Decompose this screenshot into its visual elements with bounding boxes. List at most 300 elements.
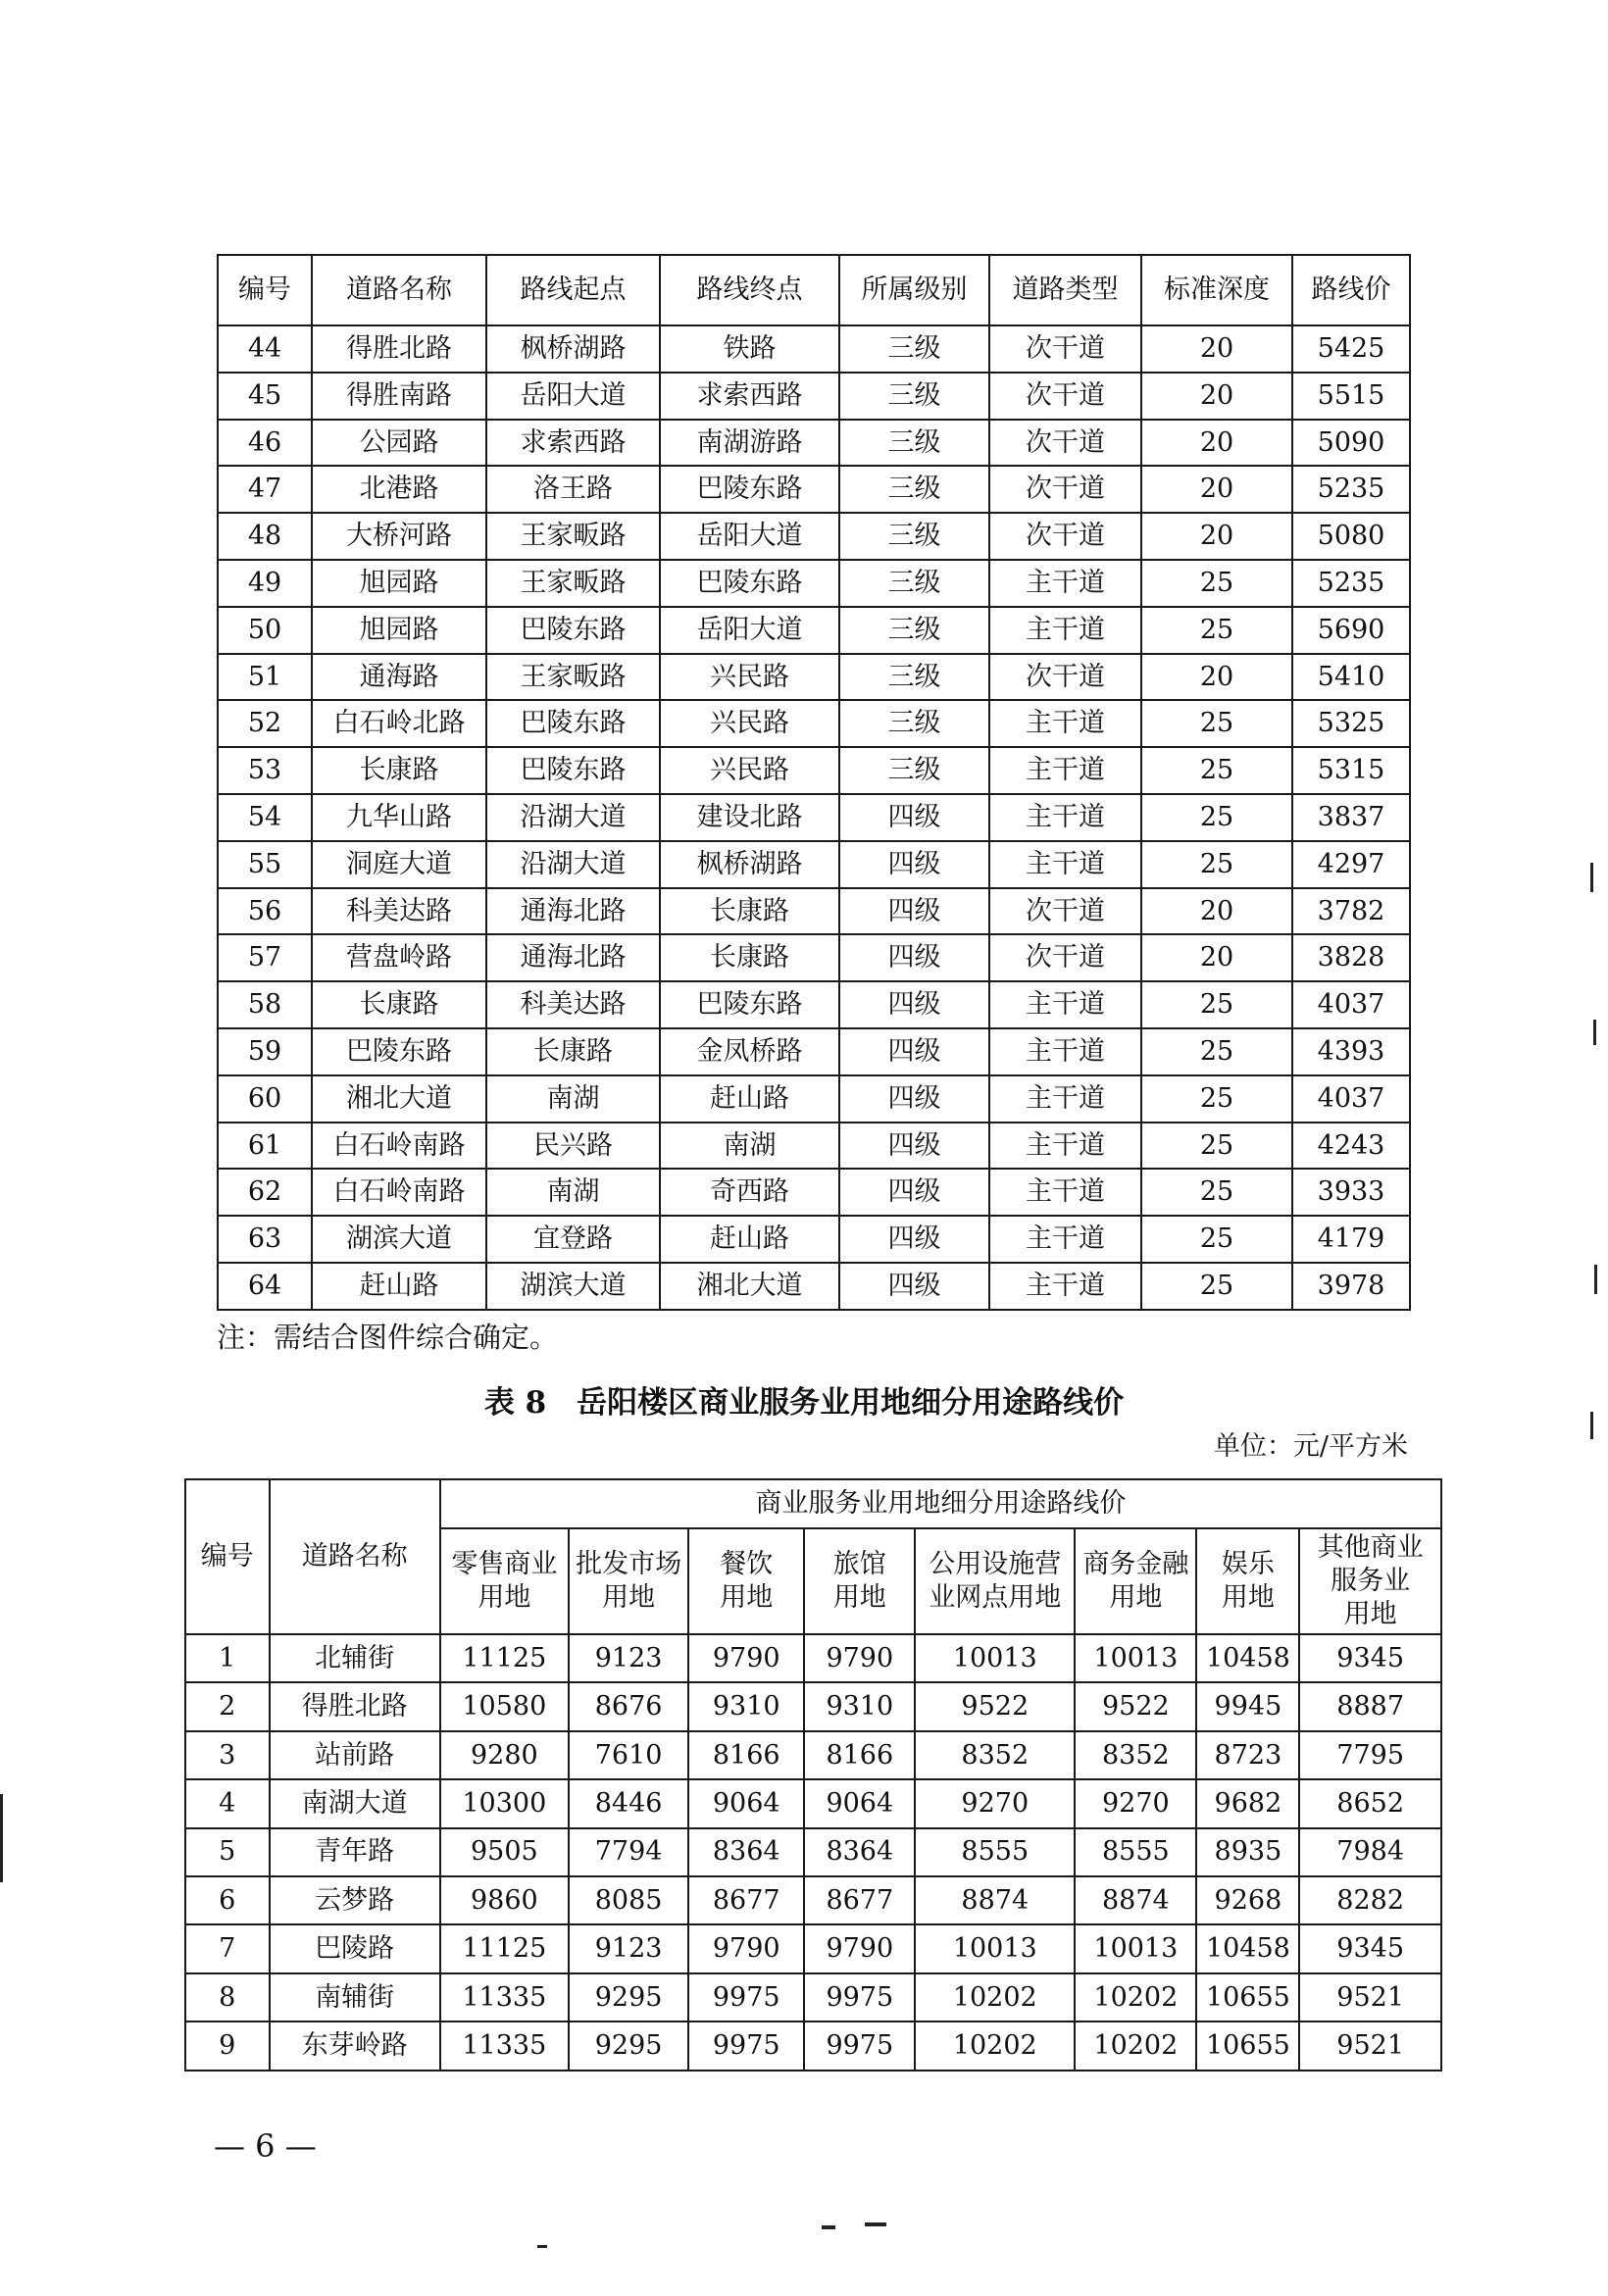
table-row (218, 1169, 1410, 1216)
table-cell: 8364 (804, 1828, 915, 1876)
table-cell: 旭园路 (312, 607, 486, 654)
table-cell: 9280 (440, 1731, 569, 1779)
table-row (218, 325, 1410, 373)
table-cell: 9522 (915, 1682, 1075, 1730)
table-cell: 赶山路 (660, 1075, 839, 1123)
table-cell: 赶山路 (660, 1216, 839, 1263)
table-cell: 9975 (688, 1973, 804, 2021)
table-cell: 7610 (569, 1731, 688, 1779)
table-cell: 主干道 (989, 1075, 1141, 1123)
table-cell: 60 (218, 1075, 312, 1123)
table-row (185, 1828, 1441, 1876)
table-cell: 王家畈路 (486, 560, 660, 607)
table-cell: 8935 (1196, 1828, 1299, 1876)
table-cell: 次干道 (989, 934, 1141, 981)
table-cell: 10013 (915, 1634, 1075, 1682)
table-cell: 王家畈路 (486, 513, 660, 560)
table-cell: 61 (218, 1123, 312, 1170)
table-cell: 7 (185, 1924, 270, 1972)
table-cell: 四级 (839, 1216, 989, 1263)
sub-header-line: 用地 (1343, 1598, 1397, 1629)
table-cell: 25 (1141, 841, 1292, 888)
table-cell: 主干道 (989, 607, 1141, 654)
table-cell: 63 (218, 1216, 312, 1263)
table-cell: 9064 (688, 1779, 804, 1827)
table-cell: 53 (218, 747, 312, 794)
table-cell: 站前路 (270, 1731, 440, 1779)
sub-header-line: 其他商业 (1317, 1532, 1424, 1564)
table-cell: 25 (1141, 1263, 1292, 1310)
table-row (185, 1634, 1441, 1682)
table-cell: 科美达路 (312, 888, 486, 935)
table-cell: 5315 (1292, 747, 1410, 794)
table-cell: 25 (1141, 1028, 1292, 1075)
commercial-price-table (184, 1478, 1442, 2071)
table-cell: 10202 (1075, 2021, 1196, 2070)
table-cell: 8874 (915, 1876, 1075, 1924)
table-row (185, 1924, 1441, 1972)
table-cell: 白石岭南路 (312, 1123, 486, 1170)
table-cell: 三级 (839, 513, 989, 560)
table-cell: 长康路 (660, 934, 839, 981)
table-cell: 20 (1141, 325, 1292, 373)
table-cell: 5 (185, 1828, 270, 1876)
table-cell: 10580 (440, 1682, 569, 1730)
table-cell: 九华山路 (312, 794, 486, 841)
table-cell: 民兴路 (486, 1123, 660, 1170)
table-cell: 巴陵东路 (660, 466, 839, 513)
table-cell: 岳阳大道 (660, 607, 839, 654)
table-cell: 10300 (440, 1779, 569, 1827)
table-cell: 10013 (915, 1924, 1075, 1972)
table-row (218, 1123, 1410, 1170)
table-cell: 8085 (569, 1876, 688, 1924)
table-cell: 四级 (839, 1263, 989, 1310)
table-cell: 25 (1141, 1123, 1292, 1170)
table-cell: 10202 (1075, 1973, 1196, 2021)
table-title: 表 8 岳阳楼区商业服务业用地细分用途路线价 (483, 1385, 1125, 1421)
sub-header-line: 用地 (477, 1582, 531, 1613)
table-cell: 主干道 (989, 794, 1141, 841)
header-cell: 路线终点 (660, 255, 839, 325)
table-cell: 9975 (804, 2021, 915, 2070)
table-cell: 四级 (839, 794, 989, 841)
table-row (218, 607, 1410, 654)
table-cell: 次干道 (989, 420, 1141, 467)
table-cell: 25 (1141, 794, 1292, 841)
table-cell: 湘北大道 (660, 1263, 839, 1310)
table-cell: 三级 (839, 420, 989, 467)
table-cell: 20 (1141, 420, 1292, 467)
table-cell: 7984 (1299, 1828, 1441, 1876)
table-cell: 57 (218, 934, 312, 981)
table-cell: 9975 (804, 1973, 915, 2021)
table-cell: 科美达路 (486, 981, 660, 1028)
table-cell: 长康路 (660, 888, 839, 935)
table-cell: 11335 (440, 1973, 569, 2021)
table-cell: 4297 (1292, 841, 1410, 888)
table-cell: 洛王路 (486, 466, 660, 513)
table-cell: 主干道 (989, 1169, 1141, 1216)
table-row (218, 560, 1410, 607)
table-cell: 三级 (839, 747, 989, 794)
table-cell: 次干道 (989, 654, 1141, 701)
sub-header-line: 旅馆 (832, 1549, 886, 1580)
table-cell: 巴陵东路 (660, 560, 839, 607)
table-cell: 三级 (839, 466, 989, 513)
table-cell: 9123 (569, 1924, 688, 1972)
table-cell: 建设北路 (660, 794, 839, 841)
table-row (218, 654, 1410, 701)
table-cell: 25 (1141, 560, 1292, 607)
table-cell: 主干道 (989, 841, 1141, 888)
sub-header-line: 公用设施营 (929, 1549, 1062, 1580)
table-cell: 长康路 (486, 1028, 660, 1075)
table-cell: 兴民路 (660, 654, 839, 701)
table-cell: 7795 (1299, 1731, 1441, 1779)
table-cell: 10655 (1196, 1973, 1299, 2021)
table-cell: 巴陵路 (270, 1924, 440, 1972)
header-cell: 编号 (218, 255, 312, 325)
header-cell: 道路名称 (312, 255, 486, 325)
table-cell: 25 (1141, 1075, 1292, 1123)
table-cell: 主干道 (989, 560, 1141, 607)
table-cell: 8887 (1299, 1682, 1441, 1730)
table-cell: 20 (1141, 654, 1292, 701)
table-cell: 四级 (839, 888, 989, 935)
sub-header-line: 业网点用地 (929, 1582, 1062, 1613)
sub-header-line: 用地 (1221, 1582, 1275, 1613)
table-cell: 四级 (839, 1123, 989, 1170)
table-cell: 南辅街 (270, 1973, 440, 2021)
table-cell: 56 (218, 888, 312, 935)
table-cell: 9268 (1196, 1876, 1299, 1924)
table-cell: 得胜北路 (312, 325, 486, 373)
table-cell: 4037 (1292, 1075, 1410, 1123)
table-cell: 25 (1141, 981, 1292, 1028)
table-cell: 5235 (1292, 560, 1410, 607)
table-cell: 46 (218, 420, 312, 467)
table-cell: 得胜南路 (312, 373, 486, 420)
table-cell: 8166 (688, 1731, 804, 1779)
table-cell: 奇西路 (660, 1169, 839, 1216)
table-cell: 巴陵东路 (486, 607, 660, 654)
table-row (218, 841, 1410, 888)
table-cell: 东芽岭路 (270, 2021, 440, 2070)
table-cell: 54 (218, 794, 312, 841)
table-row (185, 1876, 1441, 1924)
table-cell: 北港路 (312, 466, 486, 513)
header-cell: 路线价 (1292, 255, 1410, 325)
table-cell: 金凤桥路 (660, 1028, 839, 1075)
unit-label: 单位：元/平方米 (1213, 1431, 1408, 1462)
table-cell: 通海北路 (486, 888, 660, 935)
table-cell: 兴民路 (660, 700, 839, 747)
table-cell: 次干道 (989, 513, 1141, 560)
table-row (218, 700, 1410, 747)
table-cell: 10458 (1196, 1634, 1299, 1682)
table-cell: 64 (218, 1263, 312, 1310)
table-cell: 8676 (569, 1682, 688, 1730)
table-cell: 8555 (1075, 1828, 1196, 1876)
table-cell: 1 (185, 1634, 270, 1682)
table-cell: 25 (1141, 747, 1292, 794)
table-note: 注：需结合图件综合确定。 (217, 1321, 559, 1354)
table-cell: 5090 (1292, 420, 1410, 467)
table-cell: 3782 (1292, 888, 1410, 935)
table-cell: 铁路 (660, 325, 839, 373)
table-cell: 长康路 (312, 747, 486, 794)
table-cell: 北辅街 (270, 1634, 440, 1682)
table-row (218, 466, 1410, 513)
table-cell: 20 (1141, 888, 1292, 935)
table-cell: 20 (1141, 934, 1292, 981)
table-cell: 主干道 (989, 1028, 1141, 1075)
header-cell: 所属级别 (839, 255, 989, 325)
sub-header-line: 零售商业 (451, 1549, 558, 1580)
table-cell: 白石岭北路 (312, 700, 486, 747)
table-cell: 大桥河路 (312, 513, 486, 560)
table-cell: 主干道 (989, 981, 1141, 1028)
table-cell: 三级 (839, 607, 989, 654)
table-cell: 9945 (1196, 1682, 1299, 1730)
sub-header-cell (915, 1528, 1075, 1634)
table-cell: 11125 (440, 1924, 569, 1972)
table-cell: 南湖 (486, 1075, 660, 1123)
table-cell: 8652 (1299, 1779, 1441, 1827)
table-cell: 9345 (1299, 1924, 1441, 1972)
header-id: 编号 (185, 1479, 270, 1634)
table-cell: 9521 (1299, 2021, 1441, 2070)
table-cell: 8282 (1299, 1876, 1441, 1924)
sub-header-cell (440, 1528, 569, 1634)
sub-header-line: 批发市场 (576, 1549, 682, 1580)
table-cell: 10013 (1075, 1924, 1196, 1972)
sub-header-line: 商务金融 (1082, 1549, 1189, 1580)
table-cell: 10458 (1196, 1924, 1299, 1972)
table-cell: 通海北路 (486, 934, 660, 981)
table-cell: 3828 (1292, 934, 1410, 981)
table-header-row (218, 255, 1410, 325)
table-cell: 岳阳大道 (486, 373, 660, 420)
sub-header-line: 服务业 (1331, 1566, 1411, 1597)
table-row (218, 513, 1410, 560)
table-cell: 51 (218, 654, 312, 701)
table-cell: 10013 (1075, 1634, 1196, 1682)
header-road-name: 道路名称 (270, 1479, 440, 1634)
table-cell: 三级 (839, 560, 989, 607)
table-cell: 8 (185, 1973, 270, 2021)
table-cell: 52 (218, 700, 312, 747)
table-cell: 3933 (1292, 1169, 1410, 1216)
table-row (218, 1263, 1410, 1310)
table-row (185, 1731, 1441, 1779)
table-cell: 25 (1141, 607, 1292, 654)
table-cell: 三级 (839, 700, 989, 747)
table-cell: 四级 (839, 1169, 989, 1216)
table-cell: 南湖游路 (660, 420, 839, 467)
table-row (218, 794, 1410, 841)
table-cell: 9790 (804, 1634, 915, 1682)
table-cell: 58 (218, 981, 312, 1028)
table-cell: 59 (218, 1028, 312, 1075)
sub-header-line: 用地 (720, 1582, 774, 1613)
sub-header-cell (569, 1528, 688, 1634)
table-cell: 9975 (688, 2021, 804, 2070)
table-cell: 4037 (1292, 981, 1410, 1028)
table-cell: 巴陵东路 (486, 747, 660, 794)
sub-header-line: 用地 (832, 1582, 886, 1613)
table-cell: 三级 (839, 373, 989, 420)
page-number: — 6 — (214, 2127, 317, 2165)
table-cell: 8677 (688, 1876, 804, 1924)
header-group: 商业服务业用地细分用途路线价 (440, 1479, 1441, 1528)
table-cell: 四级 (839, 1075, 989, 1123)
sub-header-line: 餐饮 (720, 1549, 774, 1580)
table-row (218, 888, 1410, 935)
table-cell: 主干道 (989, 700, 1141, 747)
table-cell: 11125 (440, 1634, 569, 1682)
table-cell: 次干道 (989, 373, 1141, 420)
sub-header-cell (688, 1528, 804, 1634)
table-cell: 湘北大道 (312, 1075, 486, 1123)
table-cell: 48 (218, 513, 312, 560)
table-cell: 9790 (688, 1634, 804, 1682)
sub-header-cell (1299, 1528, 1441, 1634)
table-cell: 8446 (569, 1779, 688, 1827)
table-cell: 4393 (1292, 1028, 1410, 1075)
table-cell: 三级 (839, 325, 989, 373)
table-cell: 11335 (440, 2021, 569, 2070)
table-cell: 4179 (1292, 1216, 1410, 1263)
table-cell: 9123 (569, 1634, 688, 1682)
table-cell: 主干道 (989, 1263, 1141, 1310)
table-cell: 8874 (1075, 1876, 1196, 1924)
table-cell: 南湖 (486, 1169, 660, 1216)
sub-header-cell (1196, 1528, 1299, 1634)
table-cell: 9295 (569, 2021, 688, 2070)
table-cell: 44 (218, 325, 312, 373)
table-cell: 9682 (1196, 1779, 1299, 1827)
table-cell: 兴民路 (660, 747, 839, 794)
table-cell: 南湖大道 (270, 1779, 440, 1827)
table-row (185, 1973, 1441, 2021)
table-cell: 5410 (1292, 654, 1410, 701)
table-cell: 枫桥湖路 (660, 841, 839, 888)
table-cell: 3837 (1292, 794, 1410, 841)
table-row (218, 1075, 1410, 1123)
table-cell: 47 (218, 466, 312, 513)
table-cell: 5515 (1292, 373, 1410, 420)
table-cell: 主干道 (989, 747, 1141, 794)
table-cell: 4243 (1292, 1123, 1410, 1170)
table-cell: 求索西路 (660, 373, 839, 420)
table-cell: 55 (218, 841, 312, 888)
table-cell: 长康路 (312, 981, 486, 1028)
table-row (218, 934, 1410, 981)
header-cell: 标准深度 (1141, 255, 1292, 325)
table-cell: 通海路 (312, 654, 486, 701)
table-cell: 25 (1141, 1216, 1292, 1263)
table-cell: 白石岭南路 (312, 1169, 486, 1216)
table-cell: 20 (1141, 513, 1292, 560)
table-cell: 巴陵东路 (660, 981, 839, 1028)
table-row (218, 1028, 1410, 1075)
road-price-table (217, 254, 1411, 1311)
table-cell: 20 (1141, 373, 1292, 420)
table-cell: 6 (185, 1876, 270, 1924)
table-cell: 9064 (804, 1779, 915, 1827)
table-cell: 9270 (1075, 1779, 1196, 1827)
sub-header-line: 娱乐 (1221, 1549, 1275, 1580)
table-cell: 45 (218, 373, 312, 420)
table-cell: 8166 (804, 1731, 915, 1779)
table-cell: 3 (185, 1731, 270, 1779)
table-cell: 赶山路 (312, 1263, 486, 1310)
table-cell: 5690 (1292, 607, 1410, 654)
table-cell: 南湖 (660, 1123, 839, 1170)
table-cell: 云梦路 (270, 1876, 440, 1924)
table-group-header-row (185, 1479, 1441, 1528)
table-cell: 5325 (1292, 700, 1410, 747)
table-cell: 四级 (839, 1028, 989, 1075)
table-cell: 9295 (569, 1973, 688, 2021)
table-row (218, 747, 1410, 794)
table-cell: 求索西路 (486, 420, 660, 467)
table-cell: 10202 (915, 2021, 1075, 2070)
sub-header-cell (1075, 1528, 1196, 1634)
table-cell: 50 (218, 607, 312, 654)
header-cell: 路线起点 (486, 255, 660, 325)
table-cell: 湖滨大道 (312, 1216, 486, 1263)
table-row (185, 2021, 1441, 2070)
table-cell: 三级 (839, 654, 989, 701)
table-cell: 营盘岭路 (312, 934, 486, 981)
sub-header-cell (804, 1528, 915, 1634)
table-cell: 青年路 (270, 1828, 440, 1876)
table-cell: 9860 (440, 1876, 569, 1924)
table-row (185, 1779, 1441, 1827)
table-cell: 得胜北路 (270, 1682, 440, 1730)
table-cell: 9505 (440, 1828, 569, 1876)
table-cell: 主干道 (989, 1123, 1141, 1170)
table-cell: 5425 (1292, 325, 1410, 373)
table-cell: 5080 (1292, 513, 1410, 560)
table-cell: 王家畈路 (486, 654, 660, 701)
table-cell: 枫桥湖路 (486, 325, 660, 373)
table-cell: 10202 (915, 1973, 1075, 2021)
table-row (218, 981, 1410, 1028)
table-row (185, 1682, 1441, 1730)
table-cell: 四级 (839, 841, 989, 888)
table-cell: 岳阳大道 (660, 513, 839, 560)
sub-header-line: 用地 (602, 1582, 656, 1613)
table-cell: 次干道 (989, 325, 1141, 373)
table-row (218, 373, 1410, 420)
table-cell: 宜登路 (486, 1216, 660, 1263)
table-cell: 9310 (688, 1682, 804, 1730)
table-cell: 25 (1141, 700, 1292, 747)
table-cell: 次干道 (989, 888, 1141, 935)
table-row (218, 1216, 1410, 1263)
table-cell: 沿湖大道 (486, 841, 660, 888)
table-cell: 主干道 (989, 1216, 1141, 1263)
table-cell: 62 (218, 1169, 312, 1216)
header-cell: 道路类型 (989, 255, 1141, 325)
table-cell: 10655 (1196, 2021, 1299, 2070)
table-cell: 四级 (839, 934, 989, 981)
table-cell: 9345 (1299, 1634, 1441, 1682)
